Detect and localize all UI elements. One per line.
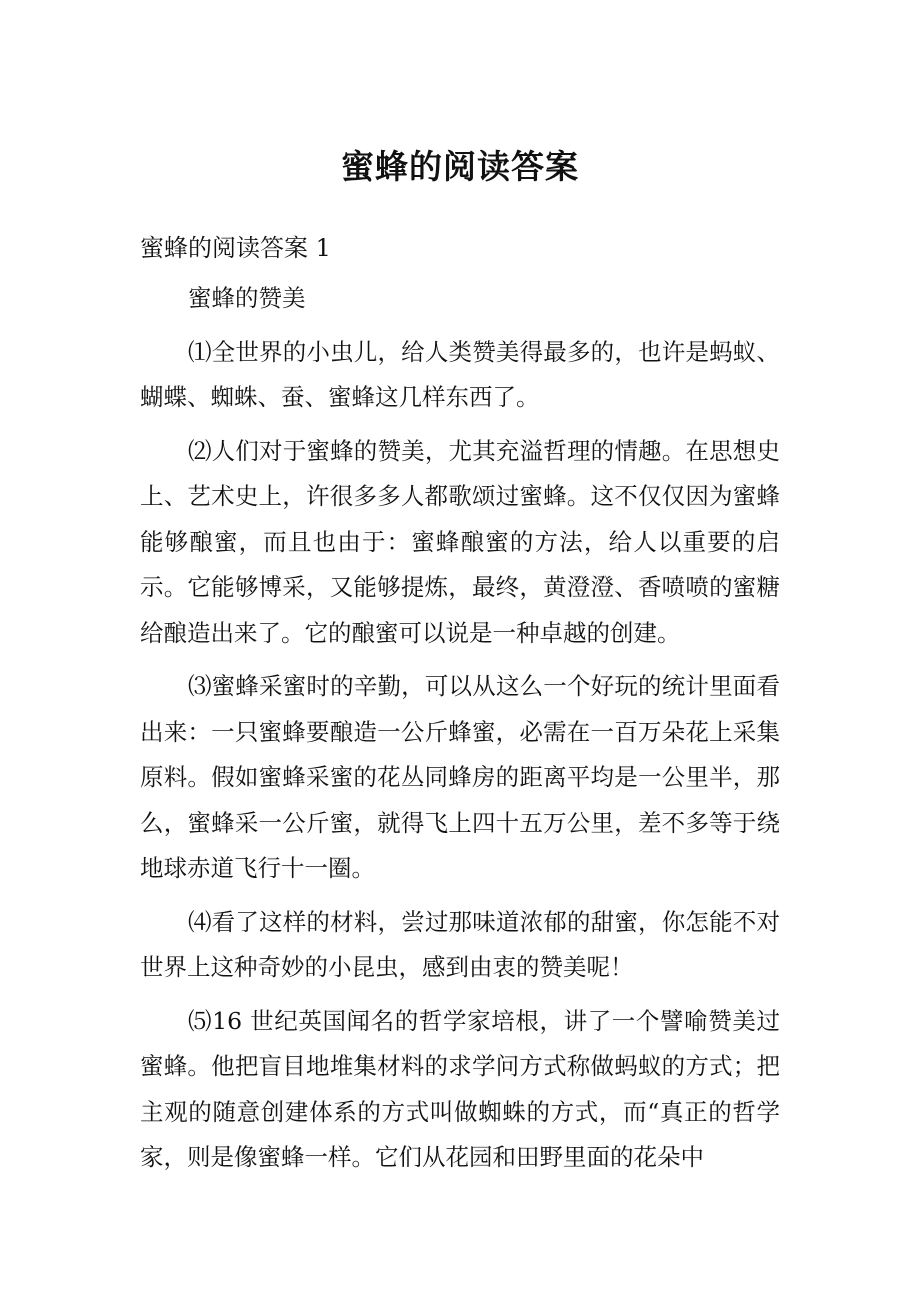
section-heading: 蜜蜂的阅读答案 1 <box>140 234 331 262</box>
paragraph-3: ⑶蜜蜂采蜜时的辛勤，可以从这么一个好玩的统计里面看出来：一只蜜蜂要酿造一公斤蜂蜜，必需在一百万朵花上采集原料。假如蜜蜂采蜜的花丛同蜂房的距离平均是一公里半，那么，蜜蜂采一公斤蜜，就得飞上四十五万公里，差不多等于绕地球赤道飞行十一圈。 <box>140 672 780 882</box>
paragraph-1: ⑴全世界的小虫儿，给人类赞美得最多的，也许是蚂蚁、蝴蝶、蜘蛛、蚕、蜜蜂这几样东西了。 <box>140 337 780 411</box>
article-body <box>140 276 780 1189</box>
document-title: 蜜蜂的阅读答案 <box>341 147 579 186</box>
paragraph-2: ⑵人们对于蜜蜂的赞美，尤其充溢哲理的情趣。在思想史上、艺术史上，许很多多人都歌颂过蜜蜂。这不仅仅因为蜜蜂能够酿蜜，而且也由于：蜜蜂酿蜜的方法，给人以重要的启示。它能够博采，又能够提炼，最终，黄澄澄、香喷喷的蜜糖给酿造出来了。它的酿蜜可以说是一种卓越的创建。 <box>140 436 780 647</box>
article-title: 蜜蜂的赞美 <box>188 284 306 312</box>
paragraph-5: ⑸16 世纪英国闻名的哲学家培根，讲了一个譬喻赞美过蜜蜂。他把盲目地堆集材料的求学问方式称做蚂蚁的方式；把主观的随意创建体系的方式叫做蜘蛛的方式，而“真正的哲学家，则是像蜜蜂一样。它们从花园和田野里面的花朵中 <box>140 1006 780 1171</box>
paragraph-4: ⑷看了这样的材料，尝过那味道浓郁的甜蜜，你怎能不对世界上这种奇妙的小昆虫，感到由衷的赞美呢！ <box>140 907 780 981</box>
